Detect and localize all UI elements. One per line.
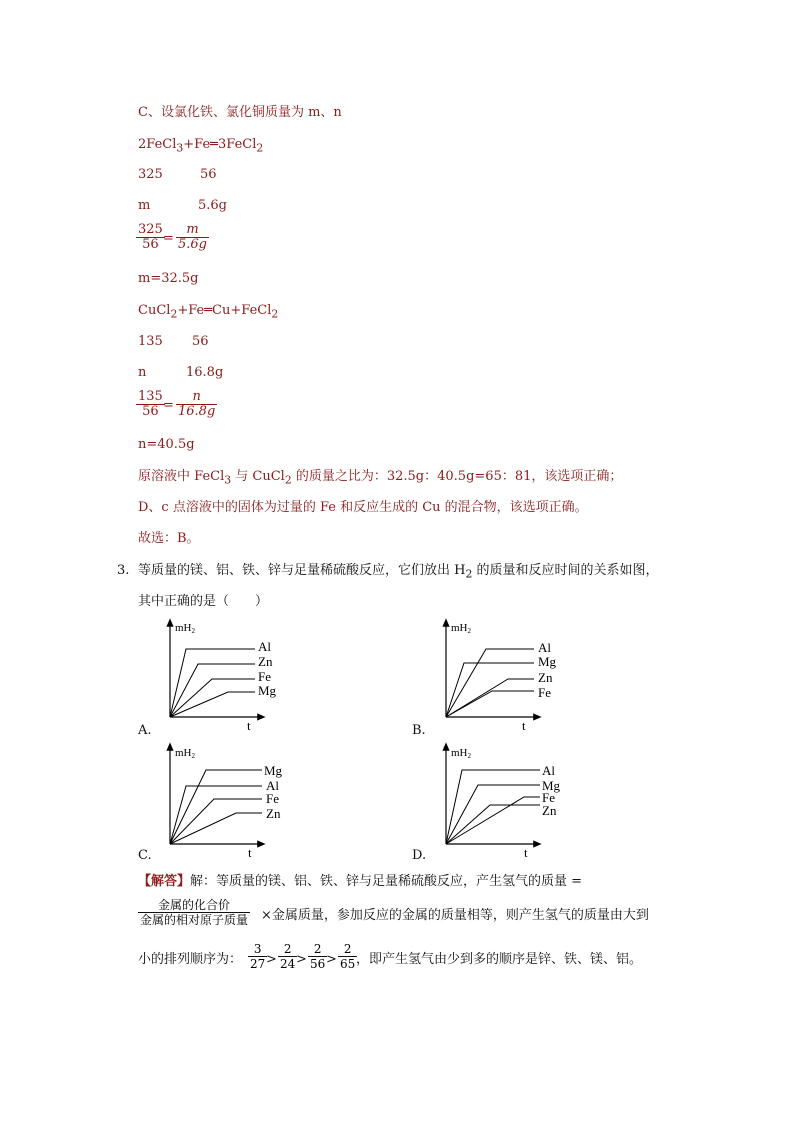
x-axis-label: t [524, 845, 528, 858]
x-axis-label: t [248, 845, 252, 858]
fraction-denominator: 27 [250, 957, 266, 971]
equation-2 [138, 302, 278, 324]
conclusion-part: 的质量之比为：32.5g：40.5g=65：81，该选项正确； [291, 469, 623, 484]
fraction-denominator: 56 [142, 237, 159, 252]
series-label: Mg [264, 763, 283, 778]
series-label: Fe [538, 685, 551, 700]
curve-zn [170, 813, 262, 844]
equals-sign: = [163, 231, 174, 246]
analysis-line-2: ×金属质量，参加反应的金属的质量相等，则产生氢气的质量由大到 [261, 908, 649, 923]
series-label: Zn [258, 654, 273, 669]
fraction-3-27 [248, 942, 267, 971]
solution-d: D、c 点溶液中的固体为过量的 Fe 和反应生成的 Cu 的混合物，该选项正确。 [138, 500, 588, 515]
series-label: Mg [542, 778, 561, 793]
curve-zn [446, 805, 540, 844]
series-label: Mg [538, 654, 557, 669]
conclusion-sub: 2 [284, 473, 292, 487]
x-axis-label: t [522, 718, 526, 732]
greater-than: > [326, 952, 337, 967]
fraction-denominator: 56 [310, 957, 326, 971]
conclusion-part: 与 CuCl [231, 469, 285, 484]
curve-zn [170, 664, 255, 717]
conclusion-sub: 3 [224, 473, 232, 487]
eq1-part: +Fe═3FeCl [183, 137, 257, 152]
option-a[interactable]: A. [138, 723, 152, 738]
fraction-numerator: 135 [138, 389, 163, 404]
y-axis-label: mH2 [175, 747, 195, 760]
eq1-sub: 2 [256, 141, 264, 155]
series-label: Fe [258, 669, 271, 684]
analysis-line-1 [138, 873, 582, 891]
fraction-numerator: n [192, 389, 201, 404]
mass-1-a: 325 [138, 167, 163, 182]
greater-than: > [296, 952, 307, 967]
series-label: Al [542, 763, 555, 778]
series-label: Fe [266, 791, 279, 806]
solution-c-intro: C、设氯化铁、氯化铜质量为 m、n [138, 105, 342, 120]
fraction-numerator: 3 [253, 942, 262, 956]
analysis-tag: 【解答】 [138, 874, 191, 889]
fraction-numerator: m [186, 222, 199, 237]
eq1-sub: 3 [176, 141, 184, 155]
ratio-1-left [136, 223, 165, 252]
curve-al [446, 770, 540, 844]
ratio-1-right [176, 223, 209, 252]
fraction-denominator: 56 [142, 404, 159, 419]
series-label: Al [258, 639, 271, 654]
eq2-sub: 2 [271, 307, 279, 321]
series-label: Al [538, 640, 551, 655]
eq1-part: 2FeCl [138, 137, 177, 152]
curve-al [170, 649, 255, 717]
analysis-line-3-tail: ，即产生氢气由少到多的顺序是锌、铁、镁、铝。 [356, 952, 643, 967]
curve-mg [170, 770, 262, 844]
var-2-a: n [138, 365, 147, 380]
fraction-denominator: 24 [280, 957, 296, 971]
greater-than: > [266, 952, 277, 967]
fraction-denominator: 5.6g [178, 237, 207, 252]
eq2-part: CuCl [138, 303, 171, 318]
question-line-1 [138, 562, 659, 584]
series-label: Zn [538, 670, 553, 685]
question-part: 的质量和反应时间的关系如图， [472, 563, 659, 578]
y-axis-label: mH2 [451, 622, 471, 635]
curve-mg [170, 692, 255, 717]
series-label: Zn [542, 803, 557, 818]
graph-b [426, 617, 566, 732]
fraction-2-56 [308, 942, 327, 971]
series-label: Zn [266, 806, 281, 821]
ratio-fraction [138, 898, 250, 927]
fraction-numerator: 金属的化合价 [158, 898, 231, 912]
equals-sign: = [163, 398, 174, 413]
fraction-2-24 [278, 942, 297, 971]
ratio-2-right [176, 390, 217, 419]
option-b[interactable]: B. [412, 723, 426, 738]
fraction-2-65 [338, 942, 357, 971]
option-d[interactable]: D. [412, 848, 427, 863]
var-1-a: m [138, 198, 151, 213]
fraction-numerator: 2 [343, 942, 352, 956]
mass-1-b: 56 [200, 167, 217, 182]
graph-a [150, 617, 290, 732]
series-label: Mg [258, 683, 277, 698]
result-1: m=32.5g [138, 271, 199, 286]
analysis-line-3-lead: 小的排列顺序为： [138, 952, 243, 967]
question-line-2: 其中正确的是（ ） [138, 594, 269, 609]
graph-c [150, 740, 290, 858]
option-c[interactable]: C. [138, 848, 152, 863]
eq2-sub: 2 [170, 307, 178, 321]
conclusion-part: 原溶液中 FeCl [138, 469, 225, 484]
curve-al [446, 649, 534, 717]
series-label: Fe [542, 790, 555, 805]
y-axis-label: mH2 [175, 622, 195, 635]
equation-1 [138, 136, 263, 158]
question-sub: 2 [465, 567, 473, 581]
graph-d [426, 740, 566, 858]
fraction-denominator: 65 [340, 957, 356, 971]
ratio-2-left [136, 390, 165, 419]
fraction-numerator: 2 [313, 942, 322, 956]
fraction-denominator: 金属的相对原子质量 [140, 913, 249, 927]
conclusion-c [138, 468, 622, 490]
series-label: Al [266, 778, 279, 793]
curve-zn [446, 679, 534, 717]
mass-2-b: 56 [192, 334, 209, 349]
var-1-b: 5.6g [198, 198, 227, 213]
fraction-numerator: 325 [138, 222, 163, 237]
question-part: 等质量的镁、铝、铁、锌与足量稀硫酸反应，它们放出 H [138, 563, 466, 578]
answer: 故选：B。 [138, 531, 200, 546]
question-number: 3. [117, 563, 130, 578]
result-2: n=40.5g [138, 437, 195, 452]
mass-2-a: 135 [138, 334, 163, 349]
fraction-numerator: 2 [283, 942, 292, 956]
analysis-text: 解：等质量的镁、铝、铁、锌与足量稀硫酸反应，产生氢气的质量 = [190, 874, 583, 889]
fraction-denominator: 16.8g [178, 404, 216, 419]
curve-fe [446, 797, 540, 844]
y-axis-label: mH2 [451, 747, 471, 760]
var-2-b: 16.8g [186, 365, 224, 380]
x-axis-label: t [247, 718, 251, 732]
eq2-part: +Fe═Cu+FeCl [177, 303, 272, 318]
